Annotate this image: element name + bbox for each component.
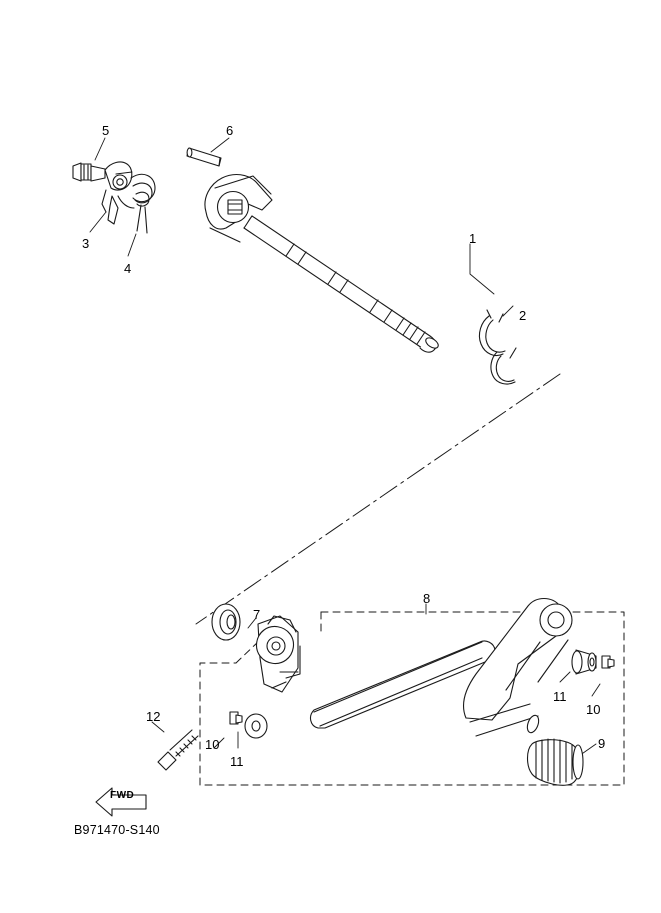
callout-4: 4: [124, 261, 132, 276]
part-7-oil-seal: [212, 604, 240, 640]
callout-10-left: 10: [205, 737, 220, 752]
part-3-stopper-lever: [102, 162, 134, 224]
part-8-shift-pedal-assembly: [257, 599, 596, 737]
part-6-pin: [187, 148, 221, 166]
part-9-pedal-rubber: [528, 739, 584, 785]
callout-5: 5: [102, 123, 110, 138]
callout-8: 8: [423, 591, 431, 606]
callout-3: 3: [82, 236, 90, 251]
callout-9: 9: [598, 736, 606, 751]
fwd-label: FWD: [110, 790, 135, 801]
part-code-label: B971470-S140: [74, 823, 160, 837]
callout-1: 1: [469, 231, 477, 246]
part-2-clip: [479, 310, 516, 384]
callout-2: 2: [519, 308, 527, 323]
section-leader-line: [196, 374, 560, 624]
part-12-screw: [158, 730, 198, 770]
callout-6: 6: [226, 123, 234, 138]
callout-12: 12: [146, 709, 161, 724]
part-5-bolt: [73, 163, 105, 181]
callout-10-right: 10: [586, 702, 601, 717]
callout-11-right: 11: [553, 689, 567, 704]
callout-11-left: 11: [230, 754, 244, 769]
part-1-shift-shaft: [205, 175, 440, 353]
callout-7: 7: [253, 607, 261, 622]
